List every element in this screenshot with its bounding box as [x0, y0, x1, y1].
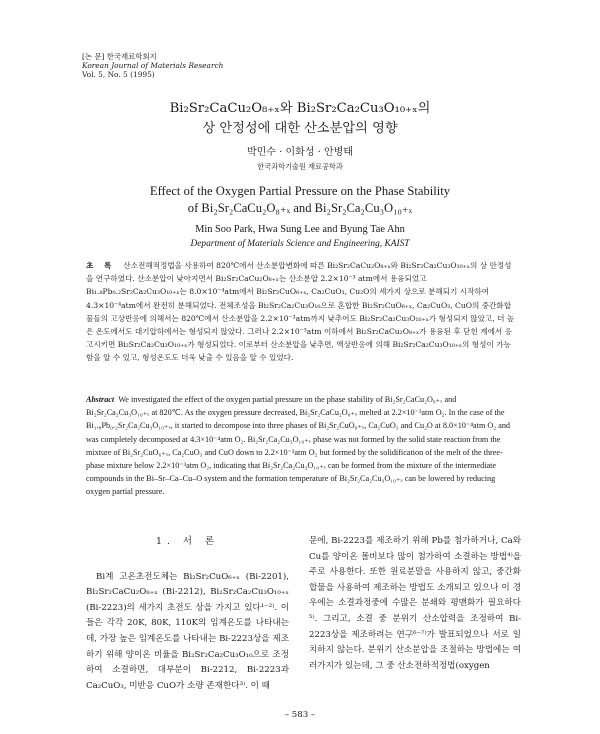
journal-name: Korean Journal of Materials Research: [82, 61, 224, 70]
section-introduction-title: 1. 서 론: [155, 536, 220, 547]
title-english-line2: of Bi₂Sr₂CaCu₂O₈₊ₓ and Bi₂Sr₂Ca₂Cu₃O₁₀₊ₓ: [187, 201, 413, 215]
abstract-english: [86, 393, 518, 499]
abstract-english-label: Abstract: [86, 395, 115, 404]
department-english: Department of Materials Science and Engineering, KAIST: [190, 239, 410, 249]
volume-info: Vol. 5, No. 5 (1995): [82, 70, 155, 79]
authors-english: Min Soo Park, Hwa Sung Lee and Byung Tae Ahn: [195, 224, 405, 235]
body-left-column: [86, 534, 289, 694]
institution-korean: 한국과학기술원 재료공학과: [257, 162, 343, 171]
title-korean-line2: 상 안정성에 대한 산소분압의 영향: [202, 121, 398, 136]
abstract-korean: [86, 259, 518, 365]
left-column-text: Bi계 고온초전도체는 Bi₂Sr₂CuO₆₊ₓ (Bi-2201), Bi₂Sr₂CaCu₂O₈₊ₓ (Bi-2212), Bi₂Sr₂Ca₂Cu₃O₁₀₊ₓ (Bi-2223)의 세가지 초전도 상을 가지고 있다¹⁻²⁾. 이들은 각각 20K, 80K, 110K의 임계온도를 나타내는데, 가장 높은 임계온도를 나타내는 Bi-2223상을 제조하기 위해 양이온 비율을 Bi₂Sr₂Ca₂Cu₃O₁₀으로 조정하여 소결하면, 대부분이 Bi-2212, Bi-2223과 Ca₂CuO₃, 미반응 CuO가 소량 존재한다³⁾. 이 때: [86, 571, 289, 691]
authors-korean: 박민수 · 이화성 · 안병태: [246, 147, 353, 158]
right-column-text: 문에, Bi-2223를 제조하기 위해 Pb를 첨가하거나, Ca와 Cu를 양이온 몰비보다 많이 첨가하여 소결하는 방법⁴⁾을 주로 사용한다. 또한 원료분말을 사용하지 않고, 중간화합물을 사용하여 제조하는 방법도 소개되고 있으나 이 경우에는 소결과정중에 수많은 분쇄와 평맨화가 필요하다⁵⁾. 그리고, 소결 중 분위기 산소압력을 조정하여 Bi-2223상을 제조하려는 연구⁶⁻⁷⁾가 발표되었으나 서로 일치하지 않는다. 분위기 산소분압을 조절하는 방법에는 여러가지가 있는데, 그 중 산소전하적정법(oxygen: [309, 536, 521, 671]
title-korean-line1: Bi₂Sr₂CaCu₂O₈₊ₓ와 Bi₂Sr₂Ca₂Cu₃O₁₀₊ₓ의: [169, 101, 431, 116]
journal-header: [82, 52, 223, 79]
abstract-korean-text: 산소전해적정법을 사용하여 820℃에서 산소분압변화에 따른 Bi₂Sr₂CaCu₂O₈₊ₓ와 Bi₂Sr₂Ca₂Cu₃O₁₀₊ₓ의 상 안정성을 연구하였다. 산소분압이 낮아지면서 Bi₂Sr₂CaCu₂O₈₊ₓ는 산소분압 2.2×10⁻³ atm에서 용융되었고 Bi₁.₈Pb₀.₂Sr₂Ca₂Cu₃O₁₀₊ₓ는 8.0×10⁻⁴atm에서 Bi₂Sr₂CuO₆₊ₓ, Ca₂CuO₃, Cu₂O의 세가지 상으로 분해되기 시작하여 4.3×10⁻⁴atm에서 완전히 분해되었다. 전체조성을 Bi₂Sr₂Ca₂Cu₃O₁₀으로 혼합한 Bi₂Sr₂CuO₆₊ₓ, Ca₂CuO₃, CuO의 중간화합물들의 고상반응에 의해서는 820℃에서 산소분압을 2.2×10⁻³atm까지 낮추어도 Bi₂Sr₂Ca₂Cu₃O₁₀₊ₓ가 형성되지 않았고, 더 높은 온도에서도 대기압하에서는 형성되지 않았다. 그러나 2.2×10⁻³atm 이하에서 Bi₂Sr₂CaCu₂O₈₊ₓ가 용융된 후 닫힌 계에서 응고시키면 Bi₂Sr₂Ca₂Cu₃O₁₀₊ₓ가 형성되었다. 이로부터 산소분압을 낮추면, 액상반응에 의해 Bi₂Sr₂Ca₂Cu₃O₁₀₊ₓ의 형성이 가능함을 알 수 있고, 형성온도도 더욱 낮출 수 있음을 알 수 있었다.: [86, 261, 515, 363]
title-english-line1: Effect of the Oxygen Partial Pressure on the Phase Stability: [149, 184, 451, 198]
page-number: – 583 –: [284, 710, 316, 720]
abstract-korean-label: 초 록: [86, 261, 116, 270]
paper-type-label: [논 문] 한국재료학회지: [82, 52, 157, 61]
body-right-column: [309, 534, 521, 674]
abstract-english-text: We investigated the effect of the oxygen partial pressure on the phase stability of Bi₂Sr₂CaCu₂O₈₊ₓ and Bi₂Sr₂Ca₂Cu₃O₁₀₊ₓ at 820℃. As the oxygen pressure decreased, Bi₂Sr₂CaCu₂O₈₊ₓ melted at 2.2×10⁻³atm O₂. In the case of the Bi₁.₈Pb₀.₂Sr₂Ca₂Cu₃O₁₀₊ₓ, it started to decompose into three phases of Bi₂Sr₂CuO₆₊ₓ, Ca₂CuO₃ and Cu₂O at 8.0×10⁻⁴atm O₂ and was completely decomposed at 4.3×10⁻⁴atm O₂. Bi₂Sr₂Ca₂Cu₃O₁₀₊ₓ phase was not formed by the solid state reaction from the mixture of Bi₂Sr₂CuO₆₊ₓ, Ca₂CuO₃ and CuO down to 2.2×10⁻³atm O₂ but formed by the solidification of the melt of the three-phase mixture below 2.2×10⁻³atm O₂, indicating that Bi₂Sr₂Ca₂Cu₃O₁₀₊ₓ can be formed from the mixture of the intermediate compounds in the Bi–Sr–Ca–Cu–O system and the formation temperature of Bi₂Sr₂Ca₂Cu₃O₁₀₊ₓ can be lowered by reducing oxygen partial pressure.: [86, 395, 511, 497]
